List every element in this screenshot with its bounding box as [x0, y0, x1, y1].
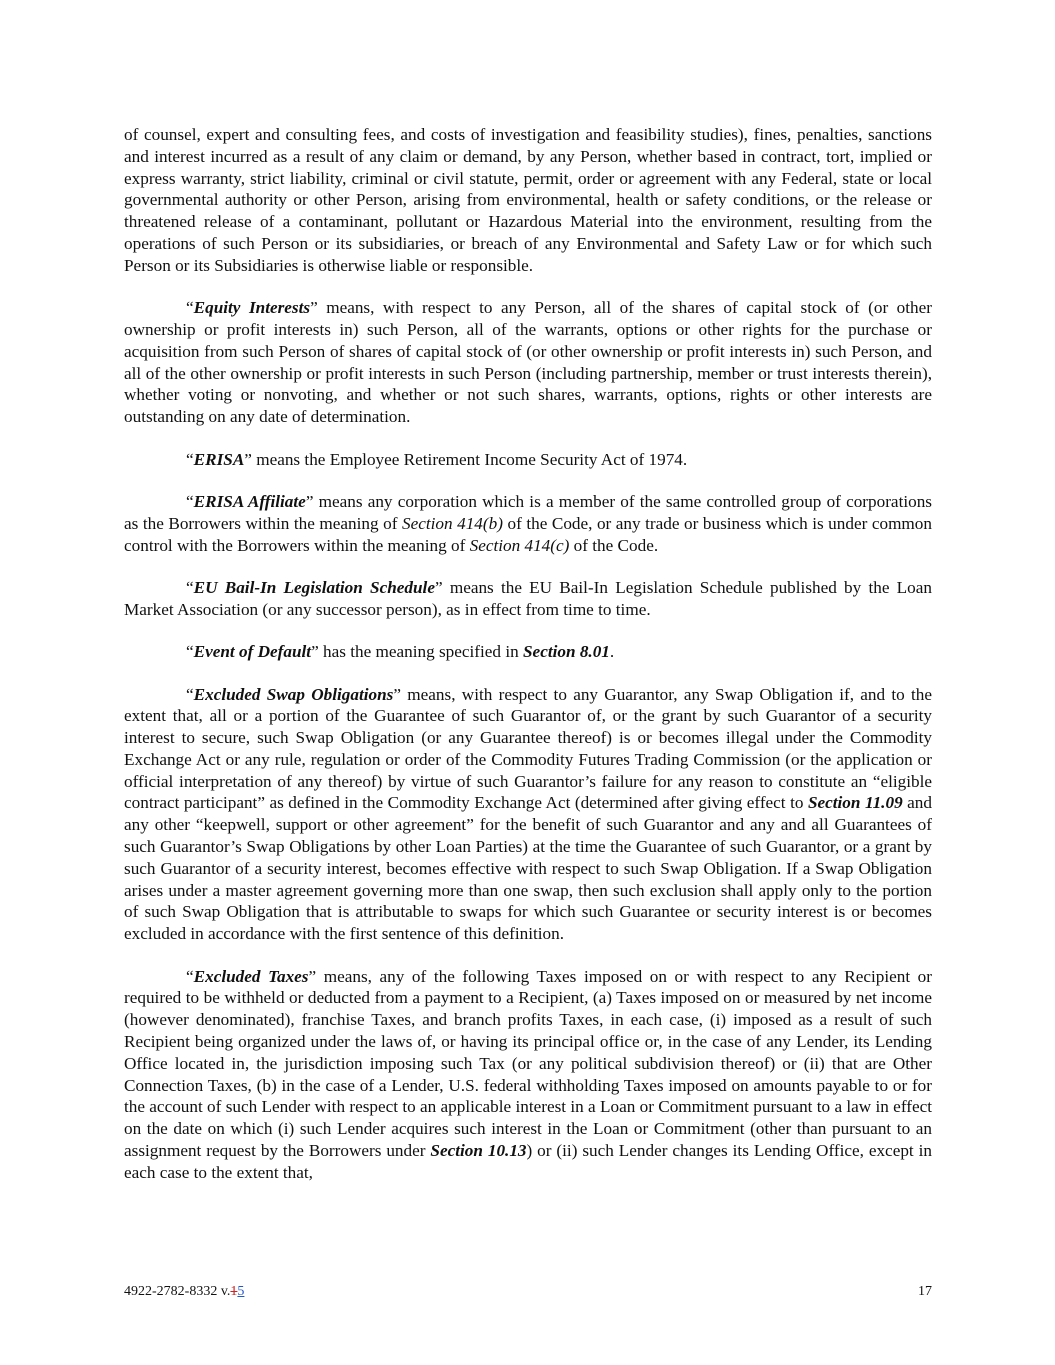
- section-reference: Section 8.01: [523, 642, 610, 662]
- document-body: [124, 124, 932, 1184]
- definition-event-of-default: [124, 641, 932, 663]
- section-reference: Section 414(c): [469, 535, 570, 555]
- defined-term: EU Bail-In Legislation Schedule: [193, 577, 435, 597]
- open-quote: “: [186, 298, 194, 318]
- definition-text: of the Code.: [569, 535, 659, 555]
- paragraph-continuation: of counsel, expert and consulting fees, and costs of investigation and feasibility studies), fines, penalties, sanctions and interest incurred as a result of any claim or demand, by any Person, whether based in contract, tort, implied or express warranty, strict liability, criminal or civil statute, permit, order or agreement with any Federal, state or local governmental authority or other Person, arising from environmental, health or safety conditions, or the release or threatened release of a contaminant, pollutant or Hazardous Material into the environment, resulting from the operations of such Person or its subsidiaries, or breach of any Environmental and Safety Law or for which such Person or its Subsidiaries is otherwise liable or responsible.: [124, 125, 932, 275]
- open-quote: “: [186, 684, 194, 704]
- defined-term: ERISA: [193, 449, 245, 469]
- definition-equity-interests: [124, 297, 932, 428]
- page-number: 17: [918, 1284, 932, 1299]
- definition-text: ” means the Employee Retirement Income Security Act of 1974.: [244, 449, 688, 469]
- definition-text: ” means the EU Bail-In Legislation Schedule published by the Loan Market Association (or any successor person), as in effect from time to time.: [124, 577, 932, 619]
- defined-term: Excluded Taxes: [193, 966, 309, 986]
- definition-text: .: [609, 642, 615, 662]
- defined-term: ERISA Affiliate: [193, 491, 306, 511]
- open-quote: “: [186, 449, 194, 469]
- definition-erisa: [124, 449, 932, 471]
- defined-term: Event of Default: [193, 642, 312, 662]
- definition-erisa-affiliate: [124, 491, 932, 556]
- definition-text: of the Code, or any trade or business which is under common control with the Borrowers within the meaning of: [124, 513, 932, 555]
- document-id: [124, 1283, 244, 1301]
- definition-text: and any other “keepwell, support or other agreement” for the benefit of such Guarantor and any and all Guarantees of such Guarantor’s Swap Obligations by other Loan Parties) at the time the Guarantee of such Guarantor, or a grant by such Guarantor of a security interest, becomes effective with respect to such Swap Obligation. If a Swap Obligation arises under a master agreement governing more than one swap, then such exclusion shall apply only to the portion of such Swap Obligation that is attributable to swaps for which such Guarantee or security interest is or becomes excluded in accordance with the first sentence of this definition.: [124, 793, 932, 944]
- section-reference: Section 414(b): [402, 513, 503, 533]
- open-quote: “: [186, 642, 194, 662]
- inserted-version: 5: [237, 1284, 245, 1299]
- definition-eu-bail-in-legislation-schedule: [124, 577, 932, 621]
- open-quote: “: [186, 966, 194, 986]
- section-reference: Section 11.09: [807, 793, 903, 813]
- definition-text: ” means, with respect to any Person, all of the shares of capital stock of (or other ownership or profit interests in) such Person, all of the warrants, options or other rights for the purchase or acquisition from such Person of shares of capital stock of (or other ownership or profit interests in) such Person, and all of the other ownership or profit interests in such Person (including partnership, member or trust interests therein), whether voting or nonvoting, and whether or not such shares, warrants, options, rights or other interests are outstanding on any date of determination.: [124, 298, 932, 427]
- section-reference: Section 10.13: [430, 1141, 527, 1161]
- definition-excluded-taxes: [124, 966, 932, 1184]
- definition-text: ” means, with respect to any Guarantor, any Swap Obligation if, and to the extent that, all or a portion of the Guarantee of such Guarantor of, or the grant by such Guarantor of a security interest to secure, such Swap Obligation (or any Guarantee thereof) is or becomes illegal under the Commodity Exchange Act or any rule, regulation or order of the Commodity Futures Trading Commission (or the application or official interpretation of any thereof) by virtue of such Guarantor’s failure for any reason to constitute an “eligible contract participant” as defined in the Commodity Exchange Act (determined after giving effect to: [124, 684, 933, 813]
- definition-text: ” means, any of the following Taxes imposed on or with respect to any Recipient or required to be withheld or deducted from a payment to a Recipient, (a) Taxes imposed on or measured by net income (however denominated), franchise Taxes, and branch profits Taxes, in each case, (i) imposed as a result of such Recipient being organized under the laws of, or having its principal office or, in the case of any Lender, its Lending Office located in, the jurisdiction imposing such Tax (or any political subdivision thereof) or (ii) that are Other Connection Taxes, (b) in the case of a Lender, U.S. federal withholding Taxes imposed on amounts payable to or for the account of such Lender with respect to an applicable interest in a Loan or Commitment pursuant to a law in effect on the date on which (i) such Lender acquires such interest in the Loan or Commitment (other than pursuant to an assignment request by the Borrowers under: [124, 966, 932, 1161]
- open-quote: “: [186, 491, 194, 511]
- definition-text: ) or (ii) such Lender changes its Lending Office, except in each case to the extent that,: [124, 1141, 932, 1182]
- definition-text: ” has the meaning specified in: [311, 642, 523, 662]
- deleted-version: 1: [230, 1284, 238, 1299]
- definition-excluded-swap-obligations: [124, 684, 932, 946]
- defined-term: Excluded Swap Obligations: [193, 684, 394, 704]
- document-id-text: 4922-2782-8332 v.: [124, 1284, 231, 1299]
- defined-term: Equity Interests: [193, 298, 311, 318]
- open-quote: “: [186, 577, 194, 597]
- definition-text: ” means any corporation which is a member of the same controlled group of corporations as the Borrowers within the meaning of: [124, 491, 932, 533]
